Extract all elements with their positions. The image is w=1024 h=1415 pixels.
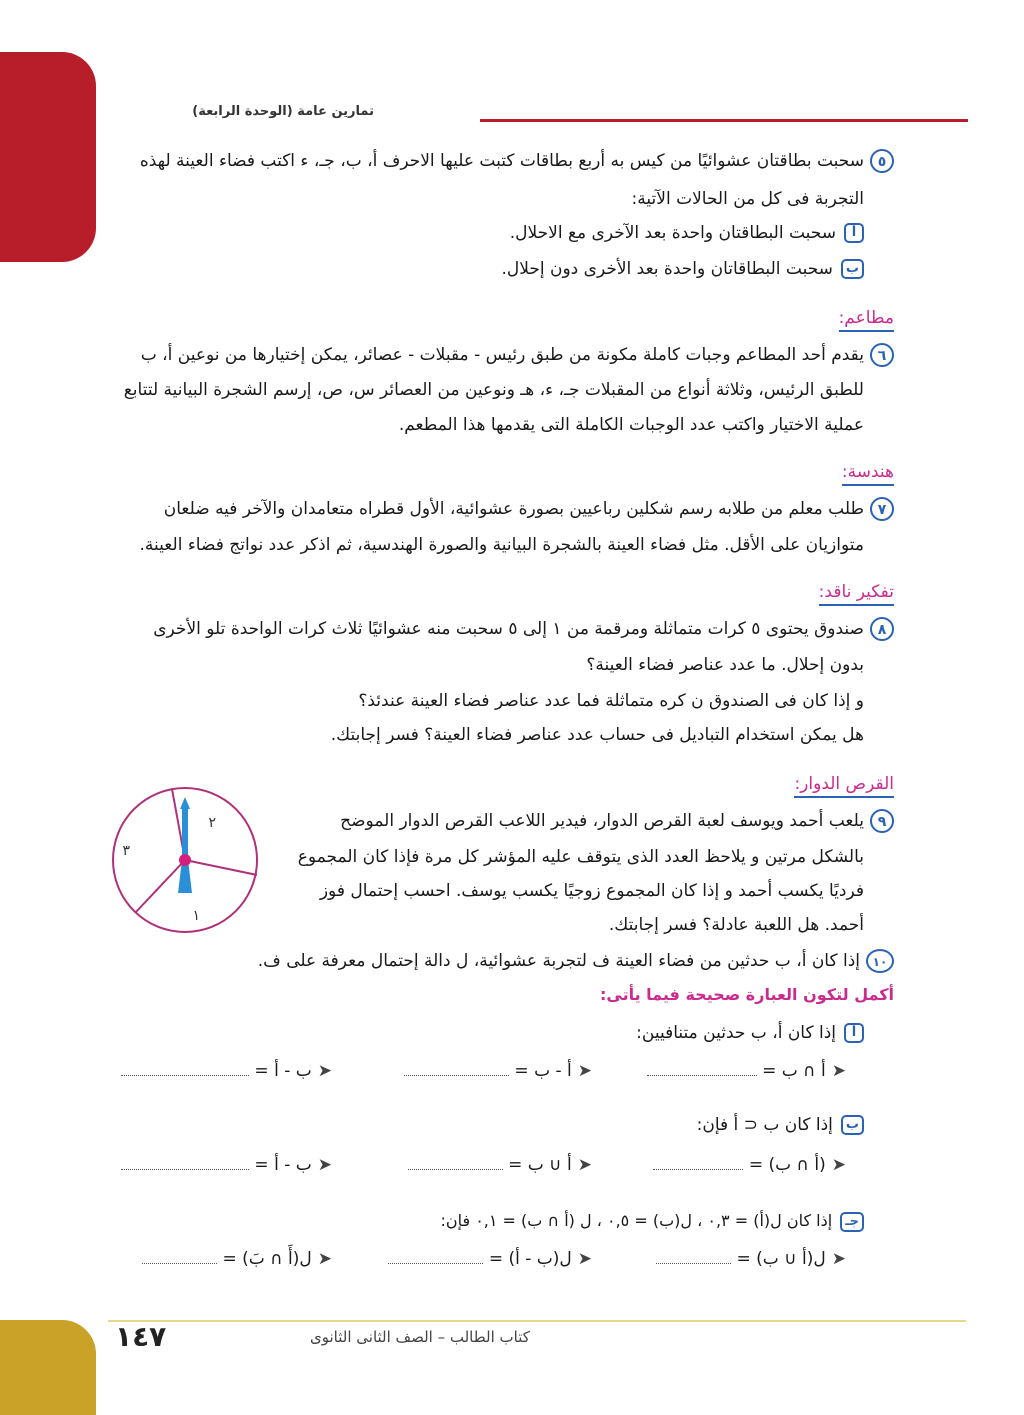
q9-line1: ٩يلعب أحمد ويوسف لعبة القرص الدوار، فيدير اللاعب القرص الدوار الموضح	[340, 806, 894, 836]
q10-c-item-3: ➤ل(أَ ∩ بَ) =	[142, 1244, 332, 1274]
q8-line3: و إذا كان فى الصندوق ن كره متماثلة فما عدد عناصر فضاء العينة عندئذ؟	[358, 691, 864, 711]
header-rule	[480, 119, 968, 122]
answer-blank[interactable]	[647, 1063, 757, 1076]
footer-rule	[108, 1320, 966, 1322]
q6-line3: عملية الاختيار واكتب عدد الوجبات الكاملة التى يقدمها هذا المطعم.	[398, 415, 864, 435]
q5-line1: ٥سحبت بطاقتان عشوائيًا من كيس به أربع بطاقات كتبت عليها الاحرف أ، ب، جـ، ء اكتب فضاء العينة لهذه	[140, 146, 894, 176]
q9-line2: بالشكل مرتين و يلاحظ العدد الذى يتوقف عليه المؤشر كل مرة فإذا كان المجموع	[297, 847, 864, 867]
q10-c-item-1: ➤ل(أ ∪ ب) =	[656, 1244, 846, 1274]
q8-line2: بدون إحلال. ما عدد عناصر فضاء العينة؟	[586, 655, 864, 675]
q5-line2: التجربة فى كل من الحالات الآتية:	[631, 189, 864, 209]
answer-blank[interactable]	[121, 1157, 249, 1170]
q6-line1: ٦يقدم أحد المطاعم وجبات كاملة مكونة من طبق رئيس - مقبلات - عصائر، يمكن إختيارها من نوعين أ، ب	[141, 340, 894, 370]
section-heading-spinner: القرص الدوار:	[794, 772, 894, 798]
q10-b-item-1: ➤(أ ∩ ب) =	[653, 1150, 846, 1180]
section-heading-geometry: هندسة:	[842, 460, 894, 486]
q5-a-label: أ	[844, 223, 864, 243]
answer-blank[interactable]	[121, 1063, 249, 1076]
q5-number: ٥	[870, 149, 894, 173]
q10-a-item-2: ➤أ - ب =	[404, 1056, 592, 1086]
footer-tab	[0, 1320, 96, 1415]
spinner-pointer-top	[180, 797, 190, 860]
spinner-diagram	[110, 785, 260, 935]
q6-number: ٦	[870, 343, 894, 367]
q9-line4: أحمد. هل اللعبة عادلة؟ فسر إجابتك.	[608, 915, 864, 935]
q10-b-item-3: ➤ب - أ =	[121, 1150, 332, 1180]
q10-part-b: بإذا كان ب ⊂ أ فإن:	[697, 1110, 864, 1140]
q10-a-item-1: ➤أ ∩ ب =	[647, 1056, 846, 1086]
q8-line1: ٨صندوق يحتوى ٥ كرات متماثلة ومرقمة من ١ إلى ٥ سحبت منه عشوائيًا ثلاث كرات الواحدة تلو الأخرى	[153, 614, 894, 644]
section-heading-restaurants: مطاعم:	[839, 306, 894, 332]
q10-c-item-2: ➤ل(ب - أ) =	[388, 1244, 592, 1274]
q7-number: ٧	[870, 497, 894, 521]
q7-line1: ٧طلب معلم من طلابه رسم شكلين رباعيين بصورة عشوائية، الأول قطراه متعامدان والآخر فيه ضلعان	[164, 494, 894, 524]
q10-c-label: جـ	[840, 1212, 864, 1232]
footer-book-title: كتاب الطالب – الصف الثانى الثانوى	[310, 1328, 530, 1346]
spinner-label-1: ١	[192, 908, 200, 924]
q10-a-label: أ	[844, 1023, 864, 1043]
q10-b-item-2: ➤أ ∪ ب =	[408, 1150, 592, 1180]
q10-b-label: ب	[841, 1115, 864, 1135]
q10-line1: ١٠إذا كان أ، ب حدثين من فضاء العينة ف لتجربة عشوائية، ل دالة إحتمال معرفة على ف.	[258, 946, 894, 976]
answer-blank[interactable]	[388, 1251, 483, 1264]
q6-line2: للطبق الرئيس، وثلاثة أنواع من المقبلات جـ، ء، هـ ونوعين من العصائر س، ص، إرسم الشجرة البيانية لتتابع	[123, 380, 864, 400]
q8-line4: هل يمكن استخدام التباديل فى حساب عدد عناصر فضاء العينة؟ فسر إجابتك.	[330, 725, 864, 745]
q5-part-a: أسحبت البطاقتان واحدة بعد الآخرى مع الاحلال.	[510, 218, 864, 248]
answer-blank[interactable]	[142, 1251, 217, 1264]
page-header-title: تمارين عامة (الوحدة الرابعة)	[192, 104, 374, 119]
q9-line3: فرديًا يكسب أحمد و إذا كان المجموع زوجيًا يكسب يوسف. احسب إحتمال فوز	[319, 881, 864, 901]
q9-number: ٩	[870, 809, 894, 833]
q10-part-c: جـإذا كان ل(أ) = ٠,٣ ، ل(ب) = ٠,٥ ، ل (أ ∩ ب) = ٠,١ فإن:	[440, 1206, 864, 1236]
section-heading-critical-thinking: تفكير ناقد:	[819, 580, 894, 606]
page-number: ١٤٧	[115, 1320, 167, 1353]
q5-b-label: ب	[841, 259, 864, 279]
q8-number: ٨	[870, 617, 894, 641]
q10-instruction: أكمل لتكون العبارة صحيحة فيما يأتى:	[599, 985, 894, 1004]
spinner-divider-2	[185, 860, 257, 875]
spinner-divider-3	[135, 860, 185, 913]
spinner-center	[179, 854, 191, 866]
spinner-label-3: ٣	[122, 843, 130, 859]
answer-blank[interactable]	[653, 1157, 743, 1170]
q10-a-item-3: ➤ب - أ =	[121, 1056, 332, 1086]
answer-blank[interactable]	[656, 1251, 731, 1264]
chapter-tab	[0, 52, 96, 262]
answer-blank[interactable]	[408, 1157, 503, 1170]
answer-blank[interactable]	[404, 1063, 509, 1076]
q5-part-b: بسحبت البطاقاتان واحدة بعد الأخرى دون إحلال.	[501, 254, 864, 284]
q10-number: ١٠	[866, 949, 894, 973]
q10-part-a: أإذا كان أ، ب حدثين متنافيين:	[636, 1018, 864, 1048]
q7-line2: متوازيان على الأقل. مثل فضاء العينة بالشجرة البيانية والصورة الهندسية، ثم اذكر عدد نواتج فضاء العينة.	[139, 535, 864, 555]
spinner-label-2: ٢	[208, 815, 216, 831]
